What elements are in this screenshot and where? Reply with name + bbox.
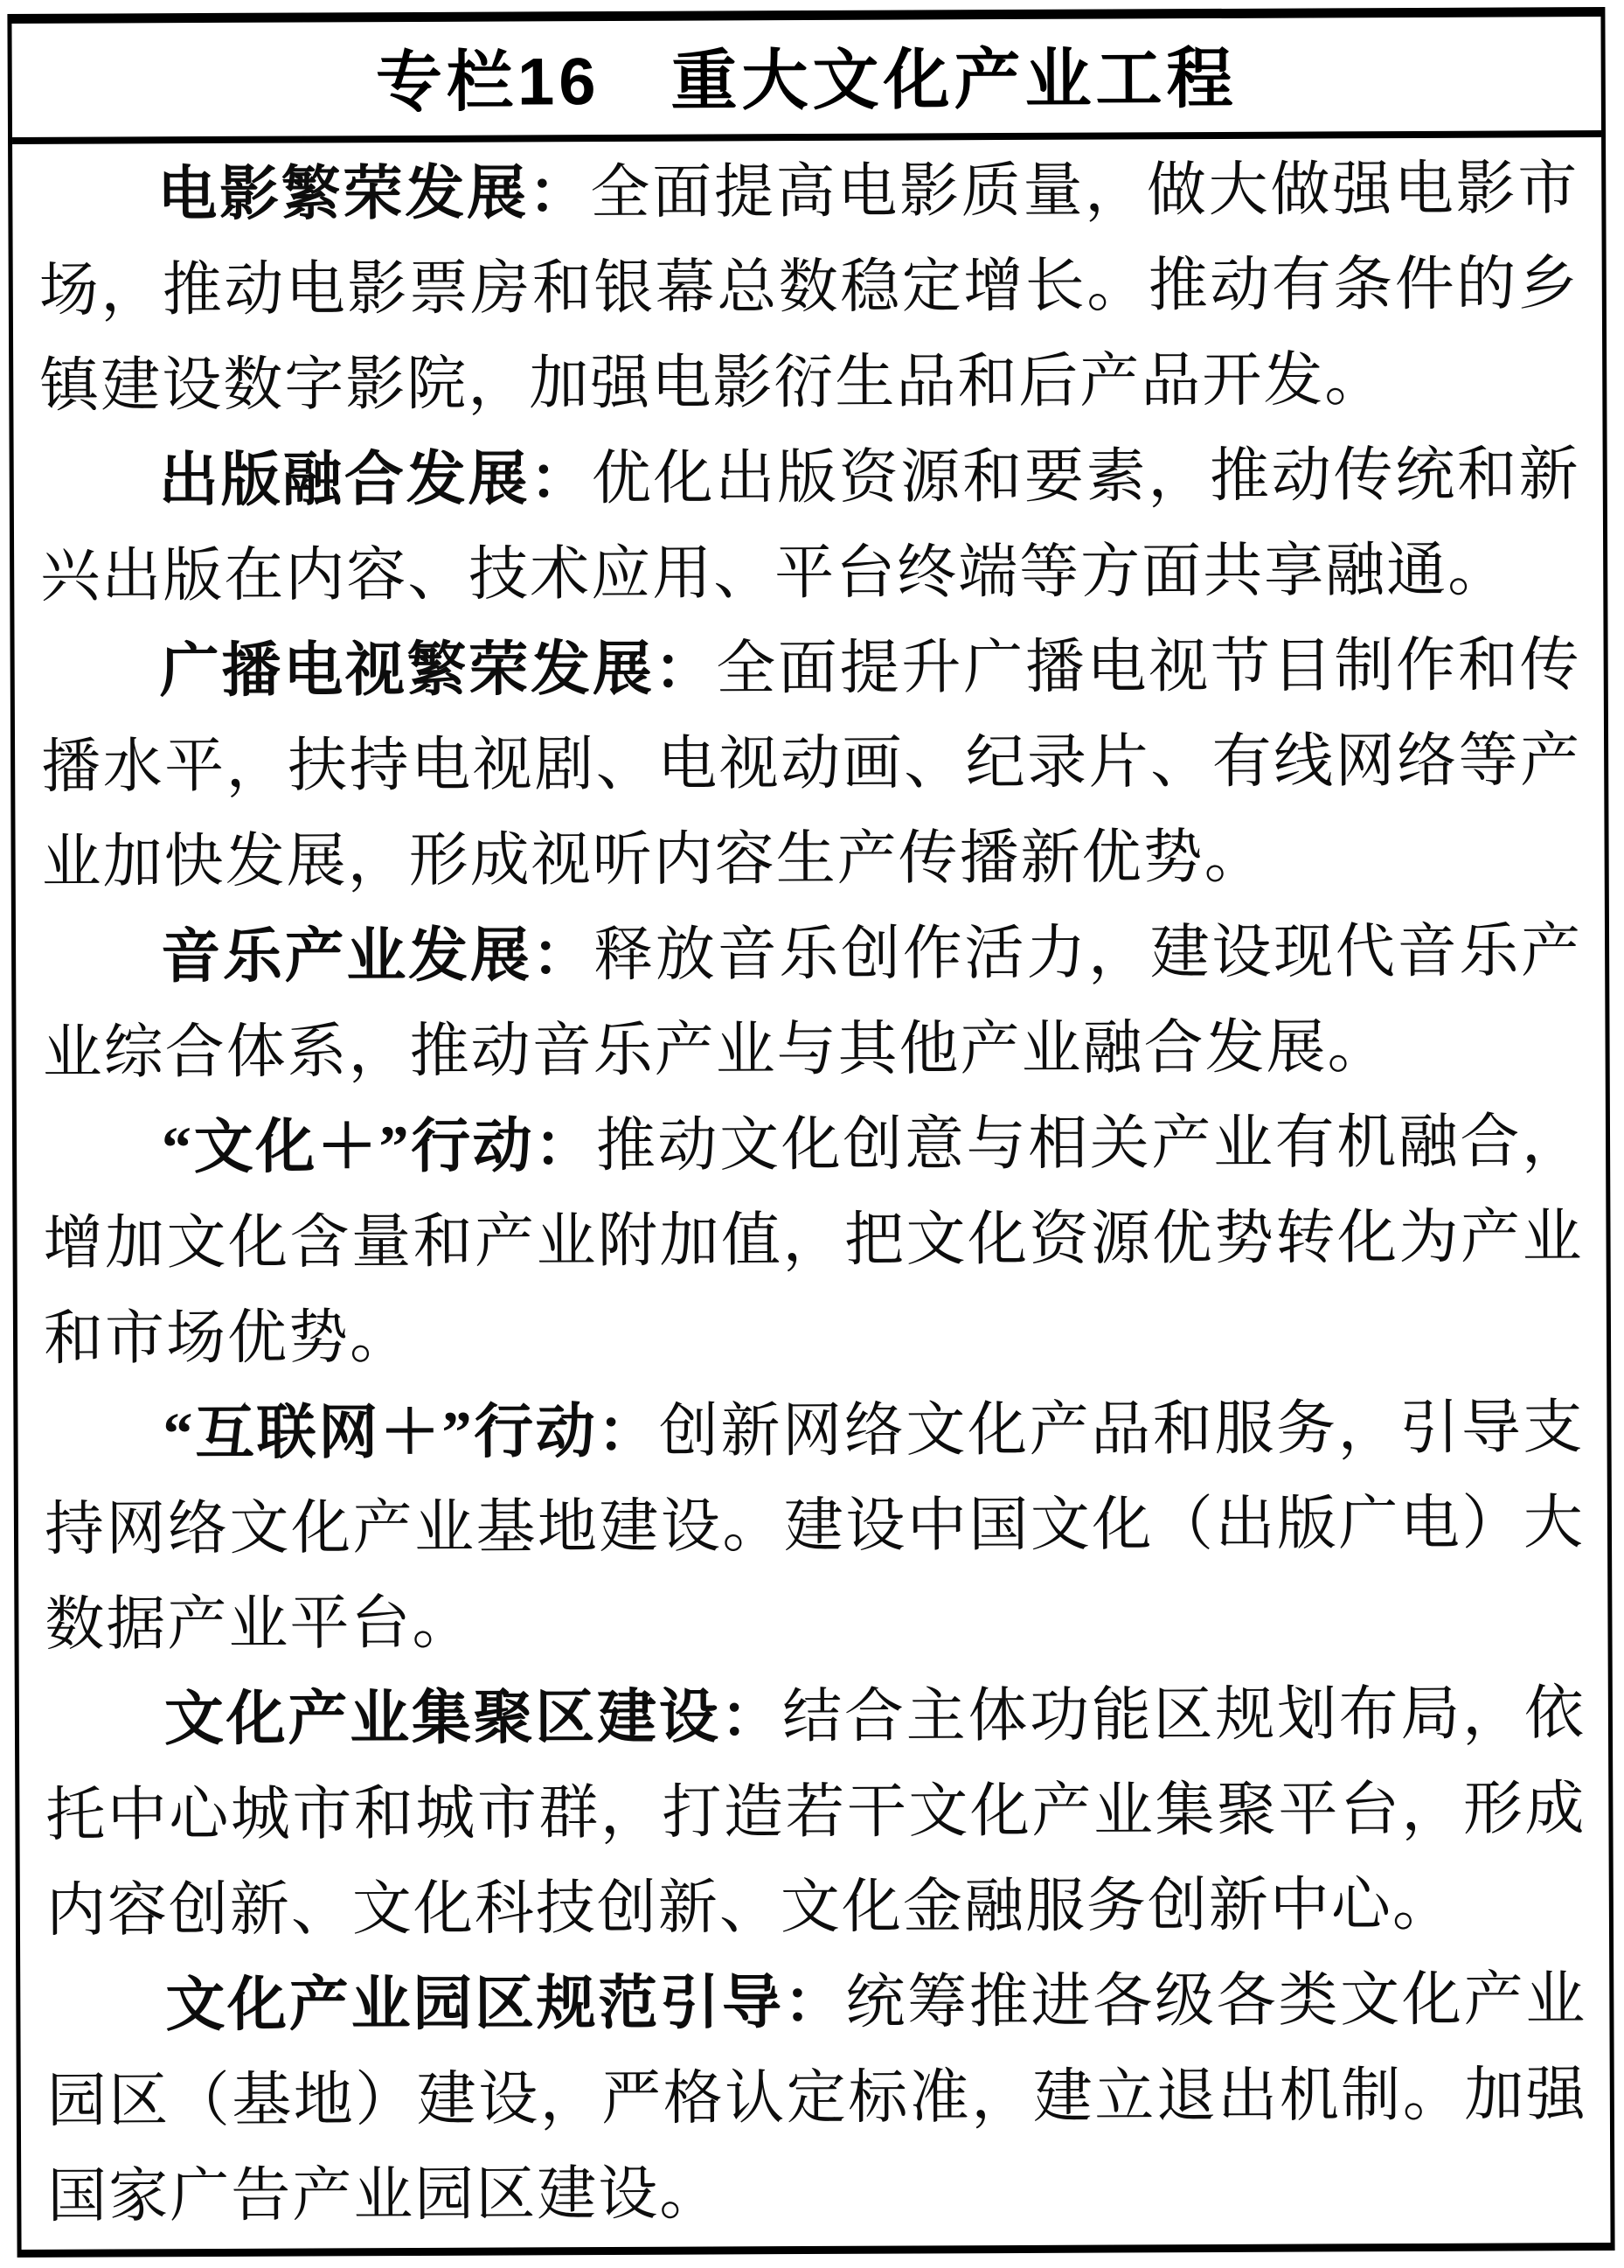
paragraph-lead: 出版融合发展：	[158, 445, 592, 514]
paragraph-text: 优化出版资源和要素，推动传统和新兴出版在内容、技术应用、平台终端等方面共享融通。	[40, 441, 1580, 609]
paragraph-publishing-integration	[40, 427, 1581, 624]
paragraph-industry-cluster-zones	[45, 1666, 1586, 1958]
paragraph-text: 全面提升广播电视节目制作和传播水平，扶持电视剧、电视动画、纪录片、有线网络等产业加快发展，形成视听内容生产传播新优势。	[41, 631, 1582, 895]
paragraph-broadcast-tv-development	[40, 617, 1581, 910]
paragraph-text: 创新网络文化产品和服务，引导支持网络文化产业基地建设。建设中国文化（出版广电）大数据产业平台。	[44, 1394, 1586, 1658]
paragraph-music-industry	[42, 903, 1583, 1101]
paragraph-lead: 广播电视繁荣发展：	[159, 635, 717, 705]
paragraph-text: 结合主体功能区规划布局，依托中心城市和城市群，打造若干文化产业集聚平台，形成内容创新、文化科技创新、文化金融服务创新中心。	[45, 1680, 1586, 1944]
paragraph-internet-plus-action	[44, 1380, 1585, 1673]
paragraph-industry-park-guidance	[46, 1951, 1587, 2244]
paragraph-lead: “文化＋”行动：	[161, 1112, 597, 1181]
paragraph-film-development	[38, 141, 1579, 434]
paragraph-lead: 电影繁荣发展：	[157, 159, 591, 228]
paragraph-text: 推动文化创意与相关产业有机融合，增加文化含量和产业附加值，把文化资源优势转化为产业和市场优势。	[43, 1108, 1584, 1372]
paragraph-lead: 音乐产业发展：	[160, 922, 594, 991]
paragraph-lead: 文化产业园区规范引导：	[165, 1968, 846, 2039]
panel-header	[11, 17, 1601, 144]
paragraph-lead: 文化产业集聚区建设：	[163, 1683, 783, 1753]
paragraph-culture-plus-action	[43, 1094, 1584, 1387]
paragraph-text: 释放音乐创作活力，建设现代音乐产业综合体系，推动音乐产业与其他产业融合发展。	[42, 917, 1583, 1086]
panel-title: 专栏16 重大文化产业工程	[375, 41, 1238, 120]
paragraph-lead: “互联网＋”行动：	[163, 1397, 660, 1467]
paragraph-text: 统筹推进各级各类文化产业园区（基地）建设，严格认定标准，建立退出机制。加强国家广告产业园区建设。	[46, 1965, 1587, 2230]
panel-body	[12, 137, 1610, 2244]
paragraph-text: 全面提高电影质量，做大做强电影市场，推动电影票房和银幕总数稳定增长。推动有条件的乡镇建设数字影院，加强电影衍生品和后产品开发。	[38, 155, 1579, 419]
special-column-16-panel	[7, 7, 1614, 2258]
